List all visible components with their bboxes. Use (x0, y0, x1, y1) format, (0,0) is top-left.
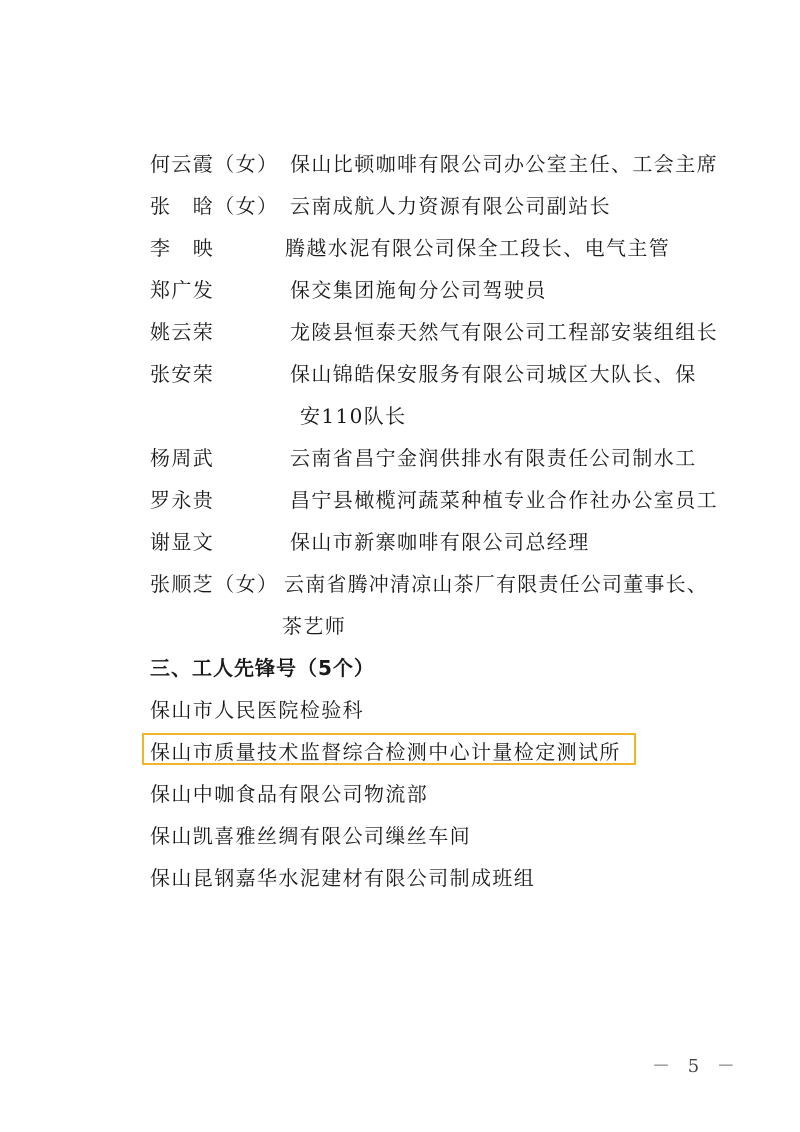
person-title-continuation: 茶艺师 (282, 614, 347, 638)
person-name: 姚云荣 (150, 320, 215, 344)
person-name: 张安荣 (150, 362, 215, 386)
person-title: 保交集团施甸分公司驾驶员 (290, 278, 547, 302)
person-title: 腾越水泥有限公司保全工段长、电气主管 (285, 236, 671, 260)
person-name: 郑广发 (150, 278, 215, 302)
person-name: 何云霞（女） (150, 152, 279, 176)
list-item: 保山凯喜雅丝绸有限公司缫丝车间 (150, 824, 471, 848)
person-title: 保山比顿咖啡有限公司办公室主任、工会主席 (290, 152, 718, 176)
person-name: 李 映 (150, 236, 215, 260)
person-title: 保山市新寨咖啡有限公司总经理 (290, 530, 590, 554)
section-heading: 三、工人先锋号（5个） (150, 656, 375, 680)
person-name: 杨周武 (150, 446, 215, 470)
person-title: 云南省腾冲清凉山茶厂有限责任公司董事长、 (284, 572, 708, 596)
page-number: － 5 － (652, 1056, 741, 1077)
person-name: 张 晗（女） (150, 194, 279, 218)
person-title: 昌宁县橄榄河蔬菜种植专业合作社办公室员工 (290, 488, 718, 512)
list-item: 保山市质量技术监督综合检测中心计量检定测试所 (150, 740, 621, 764)
person-title: 云南省昌宁金润供排水有限责任公司制水工 (290, 446, 697, 470)
list-item: 保山市人民医院检验科 (150, 698, 364, 722)
person-title-continuation: 安110队长 (300, 404, 407, 428)
person-title: 龙陵县恒泰天然气有限公司工程部安装组组长 (290, 320, 718, 344)
person-name: 谢显文 (150, 530, 215, 554)
person-name: 张顺芝（女） (150, 572, 279, 596)
person-title: 保山锦皓保安服务有限公司城区大队长、保 (290, 362, 697, 386)
person-name: 罗永贵 (150, 488, 215, 512)
list-item: 保山昆钢嘉华水泥建材有限公司制成班组 (150, 866, 536, 890)
person-title: 云南成航人力资源有限公司副站长 (290, 194, 611, 218)
list-item: 保山中咖食品有限公司物流部 (150, 782, 429, 806)
